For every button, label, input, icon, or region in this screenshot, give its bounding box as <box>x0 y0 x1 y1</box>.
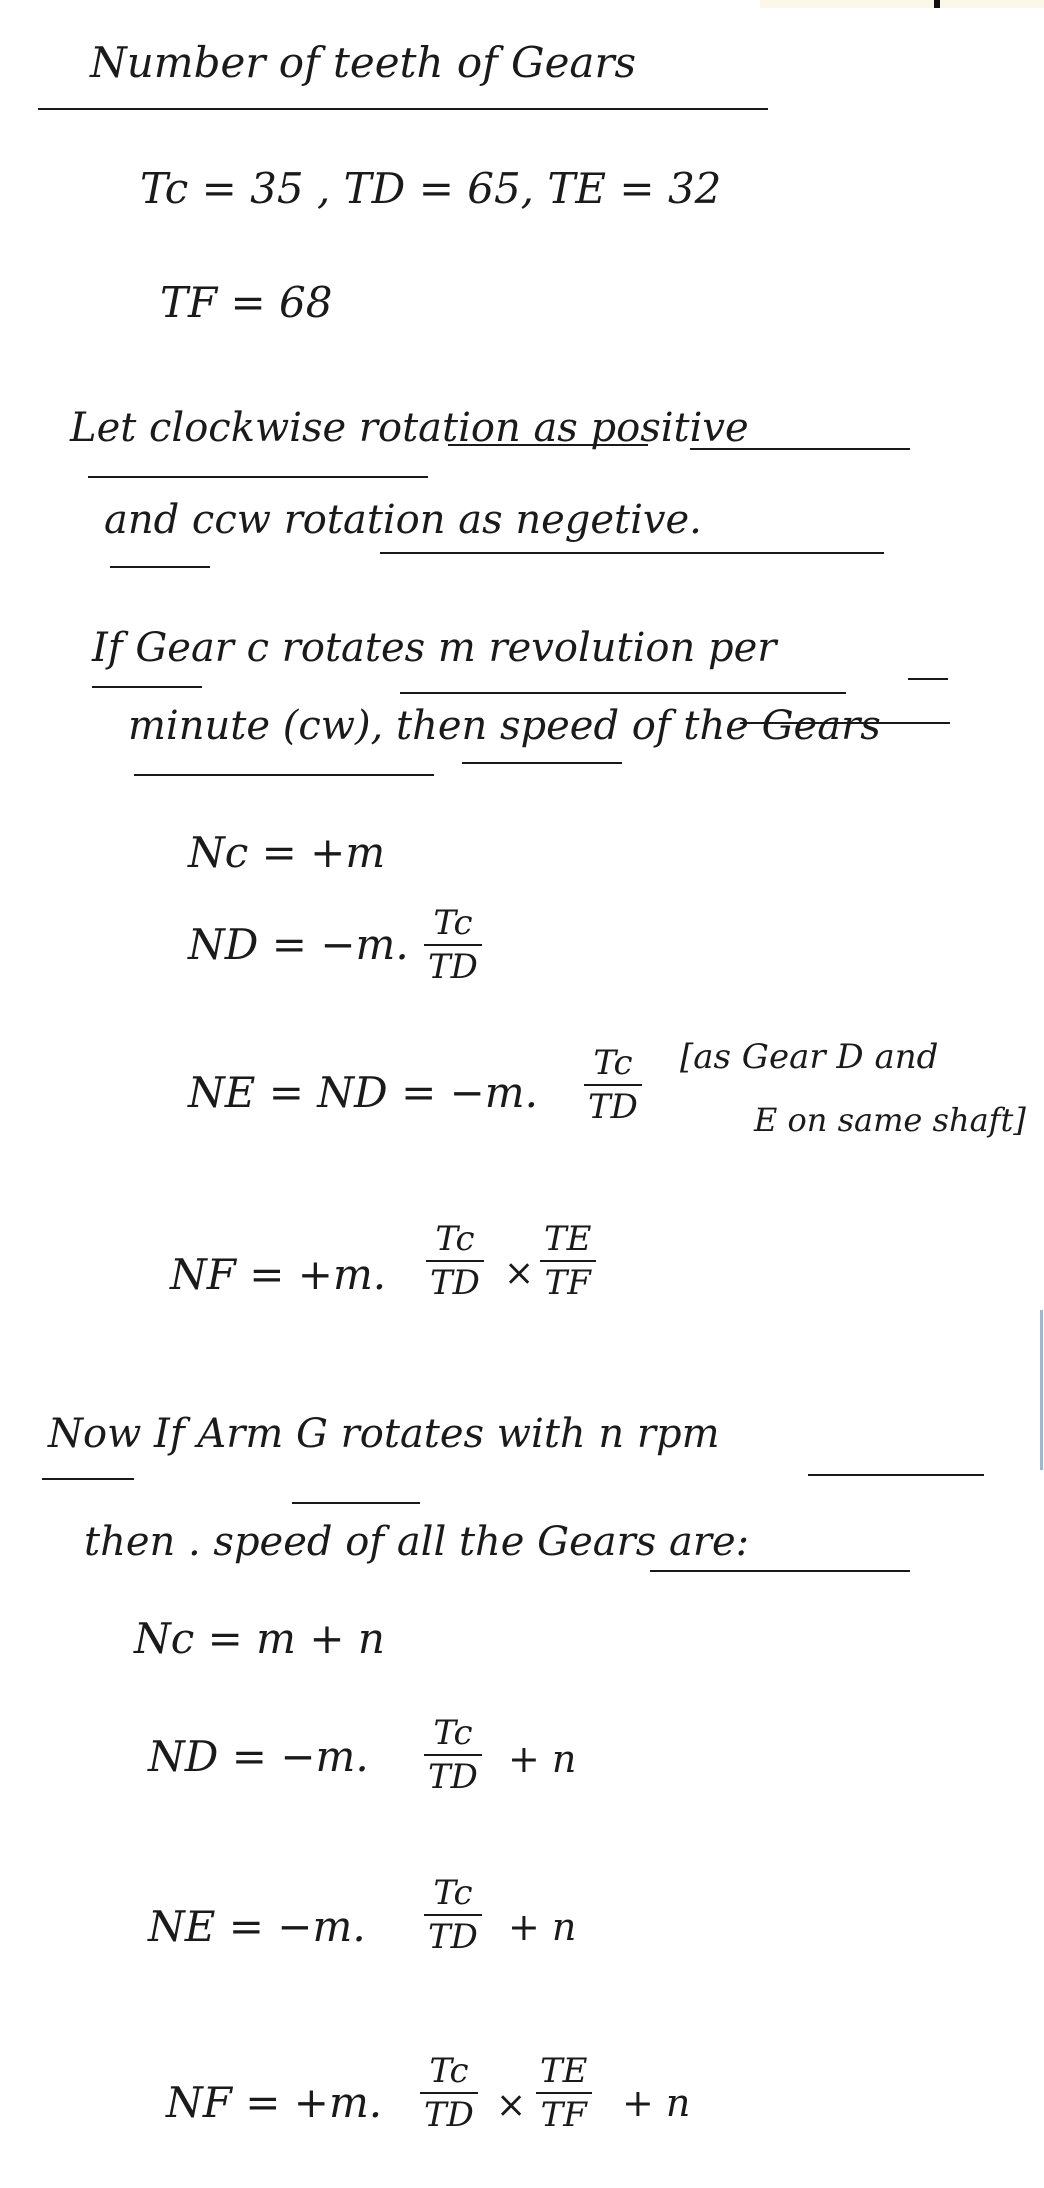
denominator-tf: TF <box>540 2095 587 2135</box>
case2-nf-plus-n: + n <box>622 2081 691 2125</box>
case2-nf-fraction-2 <box>536 2051 592 2135</box>
numerator-tc: Tc <box>433 1873 473 1913</box>
fraction-bar <box>584 1084 642 1086</box>
assumption-line-2: minute (cw), then speed of the Gears <box>128 703 881 749</box>
case1-nc-equation: Nc = +m <box>188 828 386 877</box>
fraction-bar <box>424 1754 482 1756</box>
denominator-tf: TF <box>544 1263 591 1303</box>
case2-nf-times: × <box>496 2085 527 2126</box>
denominator-td: TD <box>428 947 478 987</box>
case2-nc-equation: Nc = m + n <box>134 1614 385 1663</box>
sign-convention-underline-2 <box>448 444 648 446</box>
case1-nd-equation: ND = −m. <box>188 920 409 969</box>
denominator-td: TD <box>430 1263 480 1303</box>
assumption-underline-6 <box>740 722 950 724</box>
arm-rotation-line-1: Now If Arm G rotates with n rpm <box>48 1411 720 1457</box>
teeth-values-line-2: TF = 68 <box>160 278 333 327</box>
fraction-bar <box>426 1260 484 1262</box>
case1-nf-fraction-2 <box>540 1219 596 1303</box>
case1-nf-equation: NF = +m. <box>170 1250 387 1299</box>
assumption-underline-3 <box>908 678 948 680</box>
teeth-values-line-1: Tc = 35 , TD = 65, TE = 32 <box>140 164 722 213</box>
top-edge-tint <box>760 0 1044 8</box>
case2-nf-fraction-1 <box>420 2051 478 2135</box>
case2-ne-equation: NE = −m. <box>148 1902 366 1951</box>
right-edge-line <box>1040 1310 1043 1470</box>
numerator-tc: Tc <box>433 1713 473 1753</box>
numerator-te: TE <box>540 2051 588 2091</box>
denominator-td: TD <box>424 2095 474 2135</box>
sign-convention-underline-1 <box>88 476 428 478</box>
arm-underline-4 <box>650 1570 910 1572</box>
case1-ne-equation: NE = ND = −m. <box>188 1068 538 1117</box>
fraction-bar <box>420 2092 478 2094</box>
numerator-tc: Tc <box>433 903 473 943</box>
denominator-td: TD <box>588 1087 638 1127</box>
case2-nd-equation: ND = −m. <box>148 1732 369 1781</box>
numerator-te: TE <box>544 1219 592 1259</box>
case2-ne-plus-n: + n <box>508 1905 577 1949</box>
case2-nd-plus-n: + n <box>508 1737 577 1781</box>
denominator-td: TD <box>428 1757 478 1797</box>
case2-nf-equation: NF = +m. <box>166 2078 383 2127</box>
case1-ne-fraction <box>584 1043 642 1127</box>
sign-convention-underline-3 <box>690 448 910 450</box>
case1-ne-note-2: E on same shaft] <box>754 1101 1026 1139</box>
sign-convention-underline-4 <box>110 566 210 568</box>
arm-underline-1 <box>42 1478 134 1480</box>
case1-nd-fraction <box>424 903 482 987</box>
assumption-line-1: If Gear c rotates m revolution per <box>92 625 777 671</box>
case2-nd-fraction <box>424 1713 482 1797</box>
heading-underline <box>38 108 768 110</box>
case1-nf-fraction-1 <box>426 1219 484 1303</box>
sign-convention-line-1: Let clockwise rotation as positive <box>70 405 749 451</box>
fraction-bar <box>424 1914 482 1916</box>
assumption-underline-2 <box>400 692 846 694</box>
fraction-bar <box>540 1260 596 1262</box>
assumption-underline-5 <box>462 762 622 764</box>
fraction-bar <box>424 944 482 946</box>
case1-nf-times: × <box>504 1253 535 1294</box>
arm-rotation-line-2: then . speed of all the Gears are: <box>84 1519 750 1565</box>
fraction-bar <box>536 2092 592 2094</box>
denominator-td: TD <box>428 1917 478 1957</box>
numerator-tc: Tc <box>435 1219 475 1259</box>
case2-ne-fraction <box>424 1873 482 1957</box>
page-heading: Number of teeth of Gears <box>90 38 637 87</box>
numerator-tc: Tc <box>593 1043 633 1083</box>
arm-underline-3 <box>808 1474 984 1476</box>
case1-ne-note-1: [as Gear D and <box>680 1037 939 1077</box>
numerator-tc: Tc <box>429 2051 469 2091</box>
top-edge-mark <box>934 0 940 8</box>
sign-convention-underline-5 <box>380 552 884 554</box>
sign-convention-line-2: and ccw rotation as negetive. <box>104 497 702 543</box>
assumption-underline-1 <box>92 686 202 688</box>
arm-underline-2 <box>292 1502 420 1504</box>
assumption-underline-4 <box>134 774 434 776</box>
